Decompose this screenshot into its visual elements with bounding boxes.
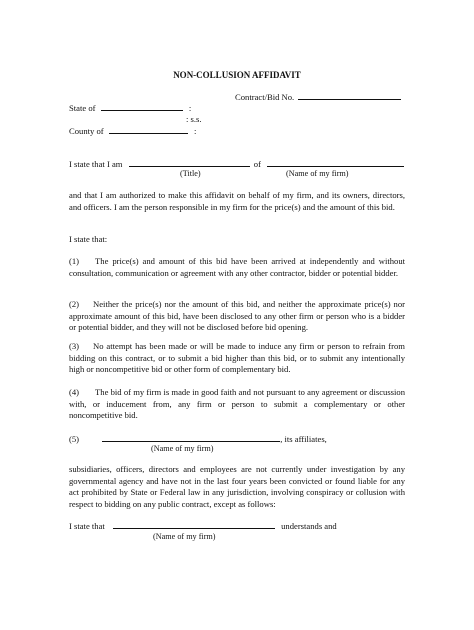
county-field[interactable] (109, 125, 188, 134)
final-firm-caption: (Name of my firm) (153, 532, 216, 541)
state-colon: : (188, 103, 192, 113)
authorization-paragraph: and that I am authorized to make this affidavit on behalf of my firm, and its owners, directors, and officers. I am the person responsible in my firm for the price(s) and the amount of this bid. (69, 190, 405, 212)
clause-5-suffix: , its affiliates, (280, 434, 327, 444)
i-state-that-i-am-label: I state that I am (69, 159, 123, 169)
declarant-title-field[interactable] (129, 158, 250, 167)
declarant-row (69, 158, 404, 171)
clause-5-number: (5) (69, 434, 80, 444)
clause-1-number: (1) (69, 256, 80, 266)
final-suffix: understands and (281, 521, 337, 531)
county-of-label: County of (69, 126, 104, 136)
title-caption: (Title) (180, 169, 201, 178)
clause-1-text: The price(s) and amount of this bid have been arrived at independently and without consultation, communication or agreement with any other contractor, bidder or potential bidder. (69, 256, 405, 278)
firm-caption: (Name of my firm) (286, 169, 349, 178)
contract-bid-label: Contract/Bid No. (235, 92, 295, 102)
contract-bid-field[interactable] (298, 91, 401, 100)
state-row (69, 102, 191, 115)
final-prefix: I state that (69, 521, 105, 531)
i-state-that-label: I state that: (69, 234, 108, 244)
of-label: of (253, 159, 261, 169)
clause-2-text: Neither the price(s) nor the amount of this bid, and neither the approximate price(s) nor approximate amount of this bid, have been disclosed to any other firm or person who is a bidder or potential bidder, and they will not be disclosed before bid opening. (69, 299, 405, 333)
county-row (69, 125, 196, 138)
declarant-firm-field[interactable] (267, 158, 404, 167)
clause-3 (69, 341, 405, 376)
county-colon: : (193, 126, 197, 136)
final-firm-field[interactable] (113, 520, 275, 529)
clause-5-firm-caption: (Name of my firm) (151, 444, 214, 453)
clause-4-text: The bid of my firm is made in good faith and not pursuant to any agreement or discussion with, or inducement from, any firm or person to submit a complementary or other noncompetitive bid. (69, 387, 405, 421)
clause-1 (69, 256, 405, 279)
clause-3-text: No attempt has been made or will be made to induce any firm or person to refrain from bidding on this contract, or to submit a bid higher than this bid, or to submit any intentionally high or noncompetitive bid or other form of complementary bid. (69, 341, 405, 375)
state-field[interactable] (101, 102, 183, 111)
document-title: NON-COLLUSION AFFIDAVIT (173, 70, 301, 80)
contract-bid-row (235, 91, 401, 104)
state-of-label: State of (69, 103, 96, 113)
clause-2 (69, 299, 405, 334)
clause-4-number: (4) (69, 387, 80, 397)
clause-3-number: (3) (69, 341, 80, 351)
clause-2-number: (2) (69, 299, 80, 309)
clause-4 (69, 387, 405, 422)
subsidiaries-paragraph: subsidiaries, officers, directors and employees are not currently under investigation by any governmental agency and have not in the last four years been convicted or found liable for any act prohibited by State or Federal law in any jurisdiction, involving conspiracy or collusion with respect to bidding on any public contract, except as follows: (69, 464, 405, 509)
ss-label: : s.s. (186, 114, 202, 124)
clause-5-firm-field[interactable] (102, 433, 280, 442)
